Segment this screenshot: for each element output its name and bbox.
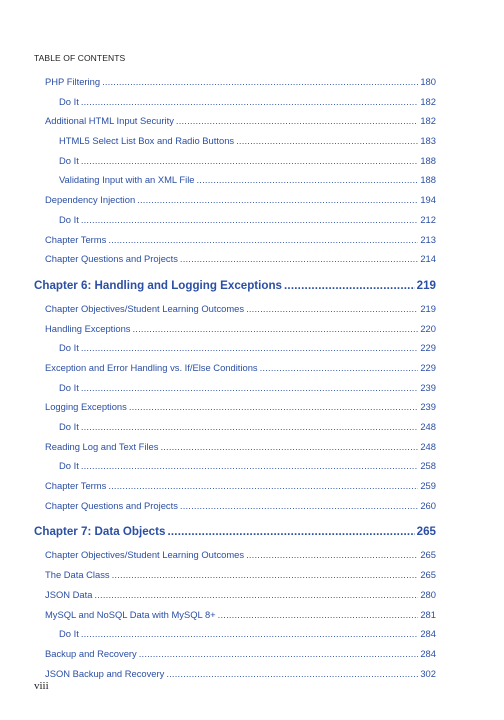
toc-entry[interactable]	[34, 319, 436, 339]
dot-leader	[139, 644, 419, 664]
toc-entry[interactable]	[34, 72, 436, 92]
running-header: TABLE OF CONTENTS	[34, 53, 126, 63]
toc-entry-title: Chapter 7: Data Objects	[34, 525, 166, 539]
toc-entry-page: 260	[420, 499, 436, 511]
toc-entry[interactable]	[34, 585, 436, 605]
dot-leader	[81, 417, 419, 437]
toc-entry-page: 248	[420, 421, 436, 432]
toc-chapter-entry[interactable]	[34, 519, 436, 545]
dot-leader	[260, 358, 419, 378]
dot-leader	[218, 605, 419, 625]
toc-entry-page: 258	[420, 460, 436, 472]
toc-entry-page: 188	[420, 154, 436, 166]
toc-entry-page: 284	[420, 628, 436, 640]
toc-entry-page: 281	[420, 608, 436, 620]
toc-entry[interactable]	[34, 397, 436, 417]
toc-entry-page: 248	[420, 440, 436, 452]
toc-entry[interactable]	[34, 664, 436, 684]
toc-entry-title: Do It	[59, 95, 79, 107]
toc-entry[interactable]	[34, 496, 436, 516]
toc-entry[interactable]	[34, 565, 436, 585]
toc-entry-page: 212	[420, 213, 436, 225]
toc-entry[interactable]	[34, 111, 436, 131]
toc-entry-page: 265	[420, 569, 436, 581]
toc-chapter-entry[interactable]	[34, 273, 436, 299]
dot-leader	[112, 565, 419, 585]
toc-entry-title: Exception and Error Handling vs. If/Else Conditions	[45, 361, 258, 373]
toc-entry-title: Chapter Questions and Projects	[45, 253, 178, 265]
toc-entry[interactable]	[34, 437, 436, 457]
toc-entry-title: The Data Class	[45, 569, 110, 581]
dot-leader	[160, 437, 418, 457]
toc-entry-title: Do It	[59, 154, 79, 166]
dot-leader	[81, 338, 419, 358]
dot-leader	[246, 299, 418, 319]
toc-entry[interactable]	[34, 230, 436, 250]
toc-entry[interactable]	[34, 170, 436, 190]
toc-entry-title: HTML5 Select List Box and Radio Buttons	[59, 135, 235, 147]
toc-entry[interactable]	[34, 476, 436, 496]
toc-entry[interactable]	[34, 358, 436, 378]
toc-entry[interactable]	[34, 151, 436, 171]
toc-entry-title: Chapter Objectives/Student Learning Outcomes	[45, 549, 245, 561]
dot-leader	[284, 273, 415, 299]
toc-entry-title: Do It	[59, 342, 79, 354]
toc-entry-page: 220	[420, 322, 436, 334]
dot-leader	[94, 585, 418, 605]
toc-entry[interactable]	[34, 378, 436, 398]
toc-entry-page: 194	[420, 194, 436, 206]
toc-entry-title: Validating Input with an XML File	[59, 174, 195, 186]
toc-entry[interactable]	[34, 190, 436, 210]
toc-entry-page: 219	[416, 278, 436, 292]
dot-leader	[236, 131, 418, 151]
dot-leader	[81, 624, 419, 644]
toc-entry-page: 182	[420, 95, 436, 107]
dot-leader	[176, 111, 418, 131]
toc-entry-title: Chapter 6: Handling and Logging Exceptions	[34, 278, 282, 292]
toc-entry-title: Do It	[59, 421, 79, 432]
toc-entry-title: Chapter Terms	[45, 480, 107, 492]
toc-entry-page: 259	[420, 480, 436, 492]
dot-leader	[81, 378, 419, 398]
toc-entry-page: 183	[420, 135, 436, 147]
toc-entry[interactable]	[34, 605, 436, 625]
dot-leader	[167, 519, 414, 545]
toc-entry-title: Reading Log and Text Files	[45, 440, 159, 452]
toc-entry-page: 239	[420, 381, 436, 393]
toc-entry-page: 302	[420, 667, 436, 679]
toc-entry[interactable]	[34, 456, 436, 476]
toc-entry-page: 239	[420, 401, 436, 413]
toc-entry[interactable]	[34, 131, 436, 151]
toc-entry[interactable]	[34, 210, 436, 230]
dot-leader	[81, 92, 419, 112]
dot-leader	[137, 190, 418, 210]
toc-entry[interactable]	[34, 249, 436, 269]
toc-entry-title: Do It	[59, 460, 79, 472]
toc-entry-page: 265	[420, 549, 436, 561]
page-number: viii	[34, 680, 49, 692]
toc-entry-page: 214	[420, 253, 436, 265]
dot-leader	[108, 476, 418, 496]
toc-entry-title: PHP Filtering	[45, 76, 101, 87]
toc-entry-title: JSON Backup and Recovery	[45, 667, 165, 679]
dot-leader	[129, 397, 419, 417]
toc-entry-page: 213	[420, 233, 436, 245]
toc-entry[interactable]	[34, 417, 436, 437]
table-of-contents	[34, 72, 436, 683]
toc-entry-page: 180	[420, 76, 436, 87]
toc-entry-title: Chapter Terms	[45, 233, 107, 245]
toc-entry-title: Do It	[59, 213, 79, 225]
toc-entry[interactable]	[34, 338, 436, 358]
toc-entry-page: 229	[420, 342, 436, 354]
toc-entry-title: Do It	[59, 628, 79, 640]
dot-leader	[180, 496, 418, 516]
toc-entry-page: 280	[420, 588, 436, 600]
dot-leader	[81, 456, 419, 476]
toc-entry-page: 188	[420, 174, 436, 186]
dot-leader	[180, 249, 418, 269]
dot-leader	[108, 230, 418, 250]
toc-entry-title: JSON Data	[45, 588, 93, 600]
toc-entry[interactable]	[34, 545, 436, 565]
toc-entry-page: 182	[420, 115, 436, 127]
dot-leader	[81, 151, 419, 171]
dot-leader	[166, 664, 418, 684]
toc-entry-title: MySQL and NoSQL Data with MySQL 8+	[45, 608, 216, 620]
dot-leader	[246, 545, 418, 565]
toc-entry[interactable]	[34, 624, 436, 644]
toc-entry-title: Logging Exceptions	[45, 401, 127, 413]
toc-entry-page: 265	[416, 525, 436, 539]
dot-leader	[81, 210, 419, 230]
toc-entry-title: Handling Exceptions	[45, 322, 131, 334]
dot-leader	[132, 319, 418, 339]
toc-entry-title: Dependency Injection	[45, 194, 136, 206]
toc-entry-page: 219	[420, 302, 436, 314]
toc-entry-title: Do It	[59, 381, 79, 393]
toc-entry-title: Chapter Questions and Projects	[45, 499, 178, 511]
toc-entry[interactable]	[34, 644, 436, 664]
toc-entry-page: 229	[420, 361, 436, 373]
dot-leader	[102, 72, 418, 92]
toc-entry[interactable]	[34, 92, 436, 112]
toc-entry-title: Chapter Objectives/Student Learning Outcomes	[45, 302, 245, 314]
toc-entry-title: Backup and Recovery	[45, 647, 137, 659]
toc-entry-title: Additional HTML Input Security	[45, 115, 174, 127]
dot-leader	[197, 170, 419, 190]
toc-entry-page: 284	[420, 647, 436, 659]
toc-entry[interactable]	[34, 299, 436, 319]
